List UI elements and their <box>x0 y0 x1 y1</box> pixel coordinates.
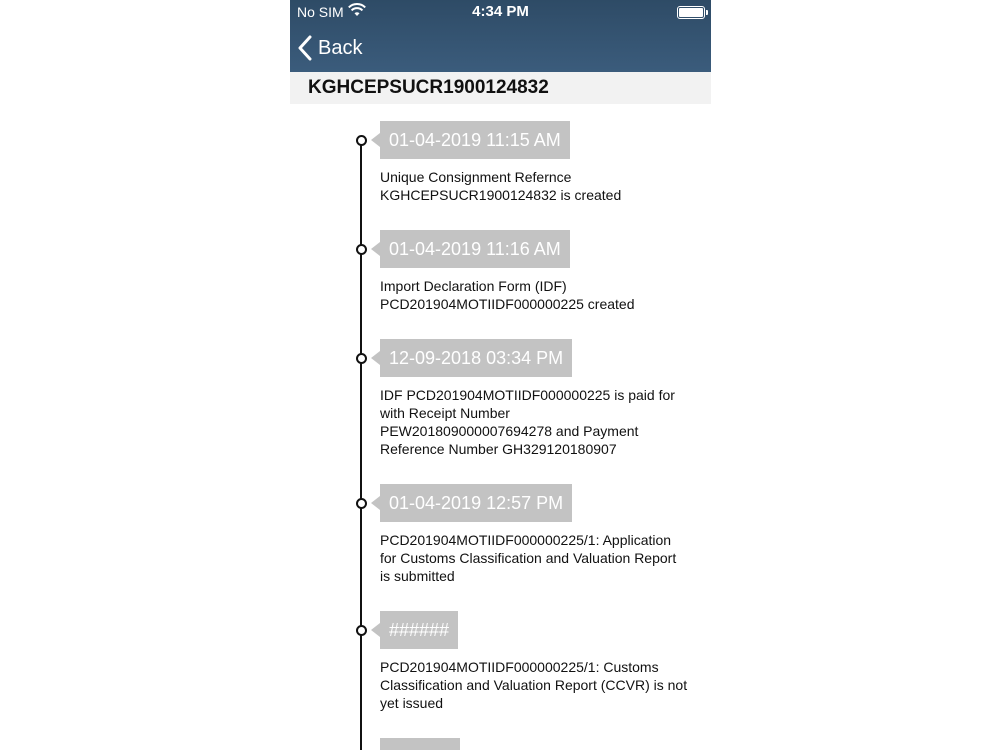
clock: 4:34 PM <box>472 3 529 20</box>
phone-screen <box>290 0 711 750</box>
timeline-dot <box>356 135 367 146</box>
timeline-line <box>360 139 362 750</box>
event-description-line: Unique Consignment Refernce <box>380 169 572 185</box>
event-description <box>380 386 700 458</box>
event-description-line: IDF PCD201904MOTIIDF000000225 is paid for <box>380 387 675 403</box>
event-description-line: PCD201904MOTIIDF000000225 created <box>380 296 635 312</box>
event-description <box>380 168 700 204</box>
event-description-line: PCD201904MOTIIDF000000225/1: Application <box>380 532 672 548</box>
back-label: Back <box>318 36 363 59</box>
event-description-line: PCD201904MOTIIDF000000225/1: Customs <box>380 659 659 675</box>
consignment-reference: KGHCEPSUCR1900124832 <box>308 77 549 98</box>
event-description-line: with Receipt Number <box>380 405 510 421</box>
timeline-dot <box>356 353 367 364</box>
event-description <box>380 531 700 585</box>
battery-icon <box>677 6 705 19</box>
event-timestamp: 01-04-2019 11:16 AM <box>380 230 570 268</box>
event-description <box>380 658 700 712</box>
event-description-line: for Customs Classification and Valuation Report <box>380 550 677 566</box>
timeline-dot <box>356 244 367 255</box>
event-description-line: yet issued <box>380 695 444 711</box>
timeline-dot <box>356 625 367 636</box>
event-description-line: PEW201809000007694278 and Payment <box>380 423 639 439</box>
timeline-dot <box>356 498 367 509</box>
chevron-left-icon <box>296 35 314 61</box>
event-timestamp: 01-04-2019 12:57 PM <box>380 484 572 522</box>
event-description-line: Classification and Valuation Report (CCVR) is not <box>380 677 688 693</box>
event-timestamp: ###### <box>380 611 458 649</box>
navigation-bar <box>290 0 711 72</box>
event-timestamp <box>380 738 460 750</box>
event-timestamp: 12-09-2018 03:34 PM <box>380 339 572 377</box>
event-description-line: Reference Number GH329120180907 <box>380 441 617 457</box>
back-button[interactable] <box>296 34 362 62</box>
event-description-line: is submitted <box>380 568 455 584</box>
event-description <box>380 277 700 313</box>
reference-header <box>290 72 711 104</box>
event-description-line: Import Declaration Form (IDF) <box>380 278 567 294</box>
status-bar <box>290 0 711 24</box>
event-description-line: KGHCEPSUCR1900124832 is created <box>380 187 622 203</box>
carrier-label: No SIM <box>297 4 344 20</box>
event-timestamp: 01-04-2019 11:15 AM <box>380 121 570 159</box>
